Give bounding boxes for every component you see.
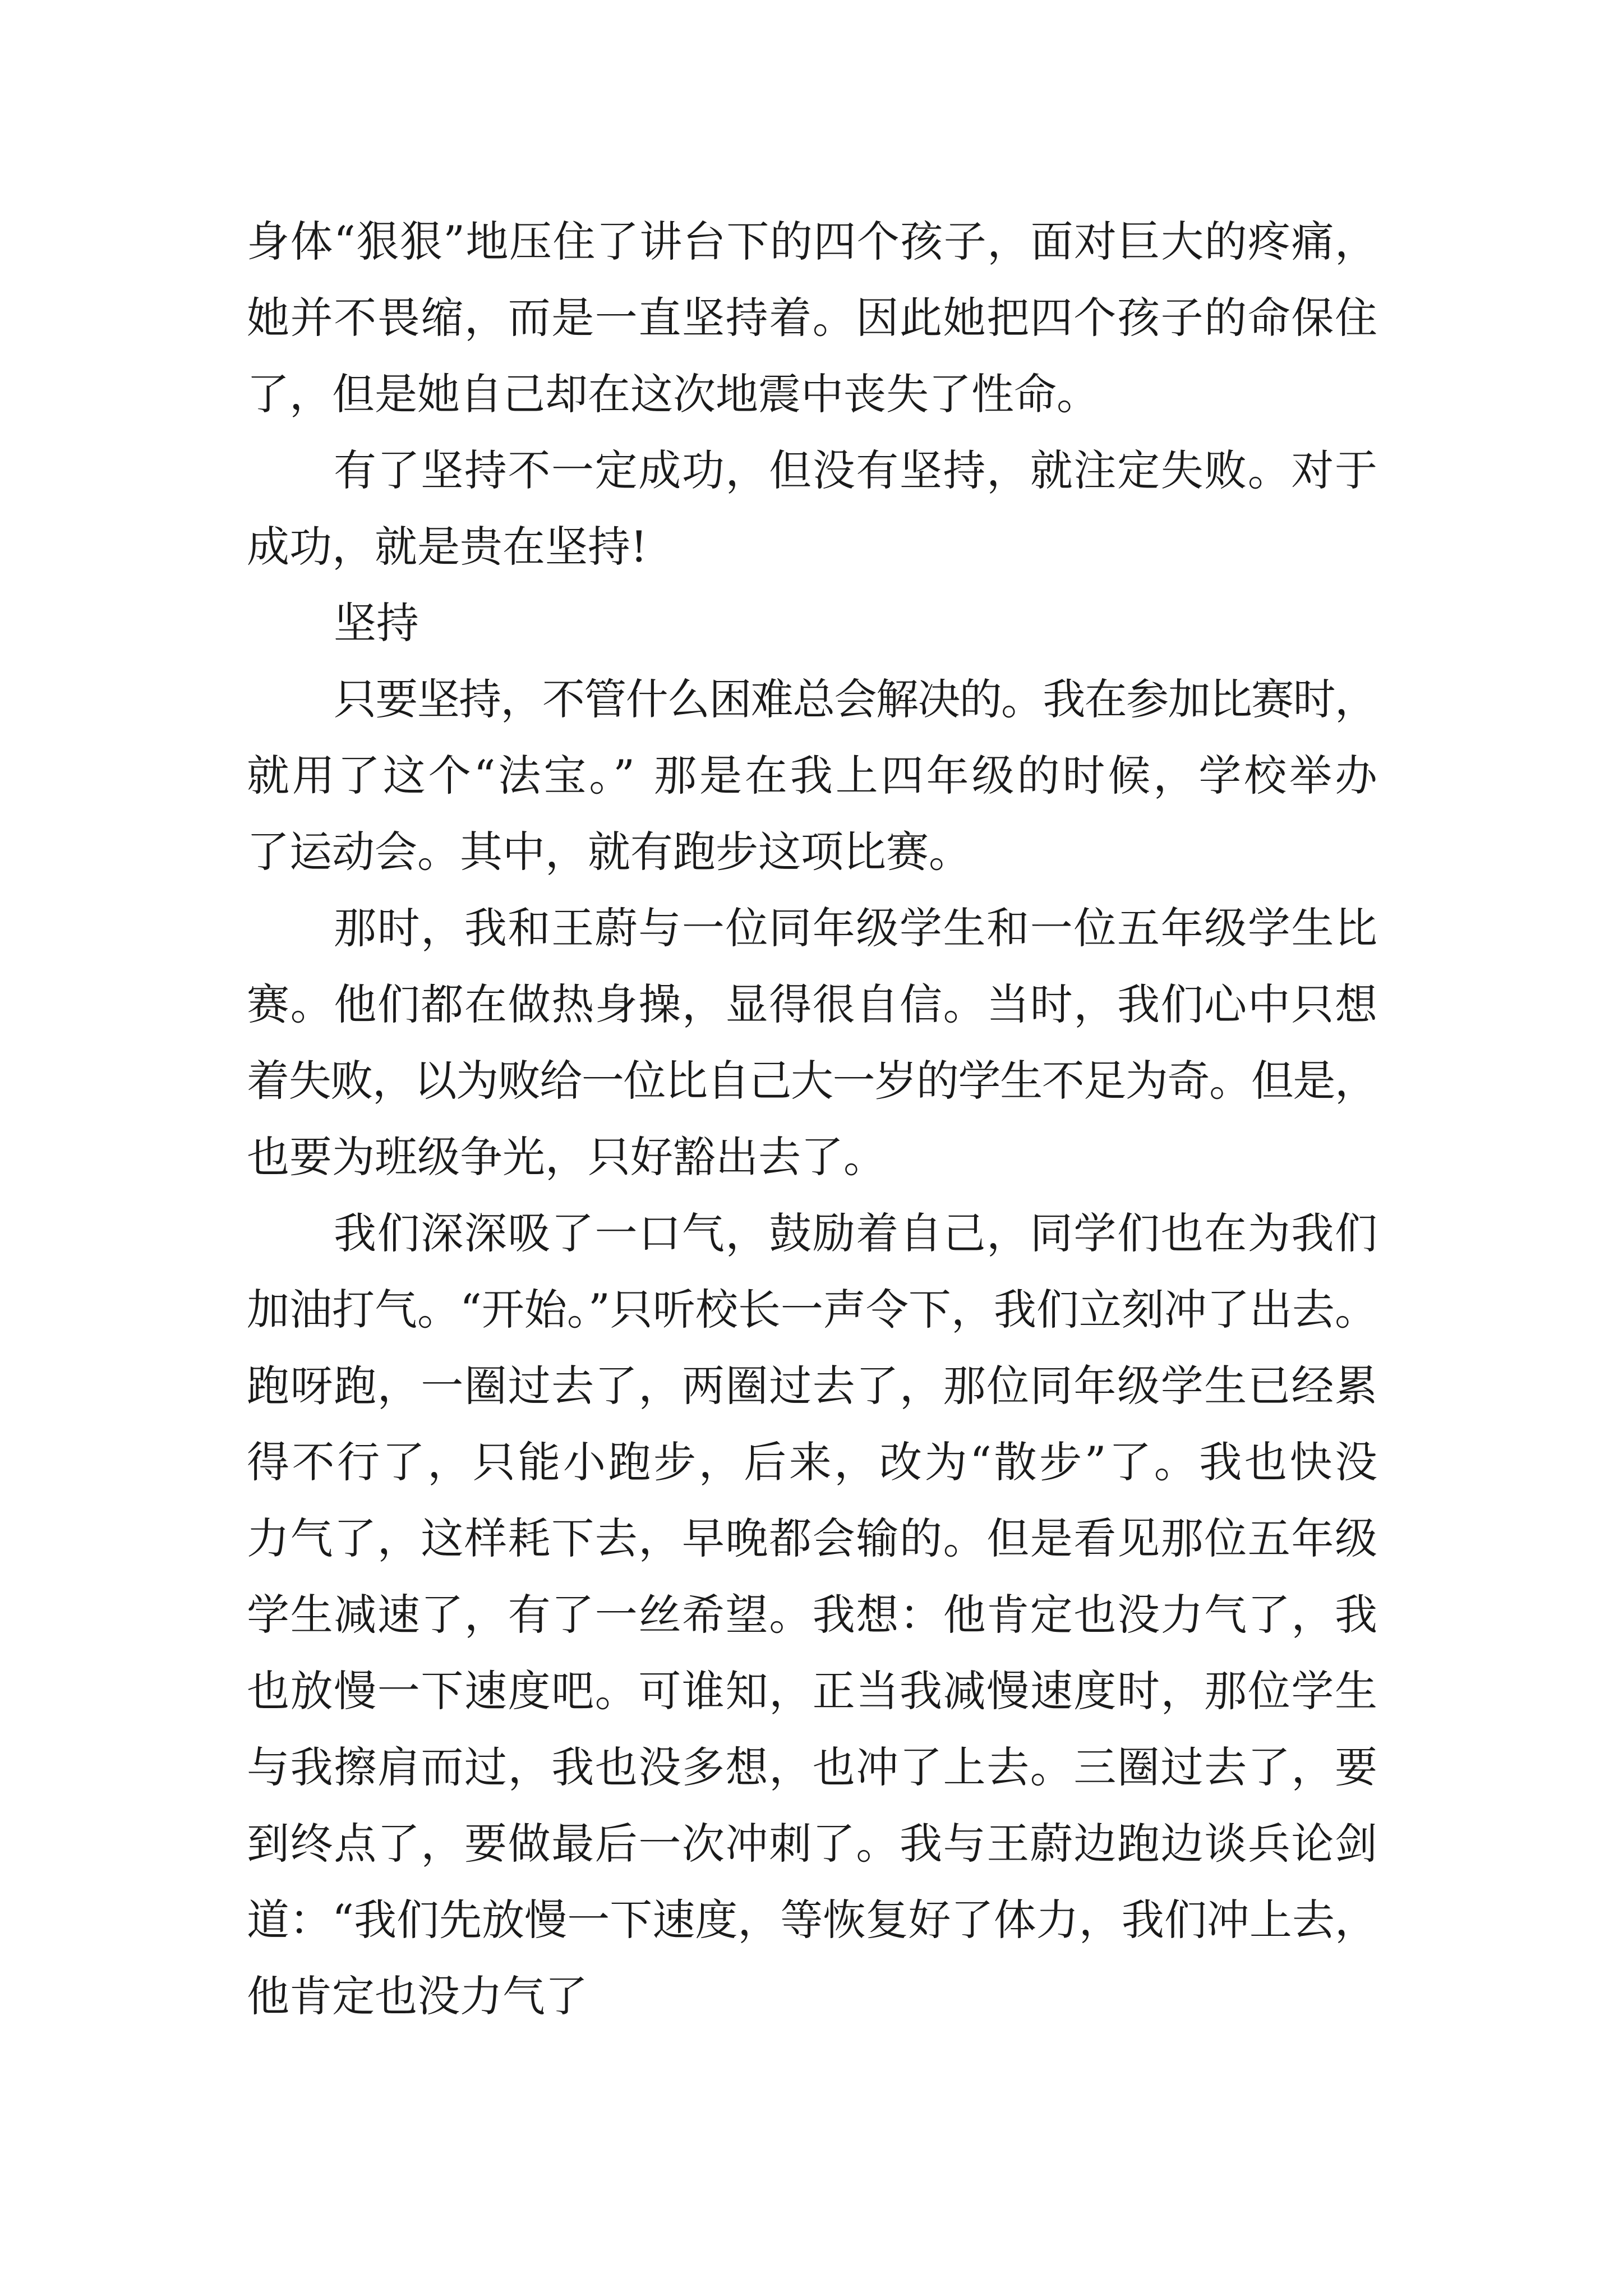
text-line: 也要为班级争光，只好豁出去了。 xyxy=(247,1132,886,1182)
text-line: 赛。他们都在做热身操，显得很自信。当时，我们心中只想 xyxy=(247,979,1378,1029)
text-line: 就用了这个“法宝。” 那是在我上四年级的时候，学校举办 xyxy=(247,751,1380,800)
text-line: 只要坚持，不管什么困难总会解决的。我在参加比赛时， xyxy=(334,674,1377,724)
text-line: 着失败，以为败给一位比自己大一岁的学生不足为奇。但是， xyxy=(247,1056,1377,1106)
text-line: 得不行了，只能小跑步，后来，改为“散步”了。我也快没 xyxy=(247,1437,1380,1487)
text-line: 到终点了，要做最后一次冲刺了。我与王蔚边跑边谈兵论剑 xyxy=(247,1819,1378,1869)
text-line: 她并不畏缩，而是一直坚持着。因此她把四个孩子的命保住 xyxy=(247,293,1378,343)
text-line: 道：“我们先放慢一下速度，等恢复好了体力，我们冲上去， xyxy=(247,1895,1378,1945)
text-line: 了运动会。其中，就有跑步这项比赛。 xyxy=(247,827,971,877)
text-line: 他肯定也没力气了 xyxy=(247,1971,588,2021)
text-line: 成功，就是贵在坚持! xyxy=(247,522,648,572)
text-line: 了，但是她自己却在这次地震中丧失了性命。 xyxy=(247,369,1099,419)
text-line: 那时，我和王蔚与一位同年级学生和一位五年级学生比 xyxy=(334,903,1378,953)
text-line: 学生减速了，有了一丝希望。我想：他肯定也没力气了，我 xyxy=(247,1590,1378,1640)
text-line: 也放慢一下速度吧。可谁知，正当我减慢速度时，那位学生 xyxy=(247,1666,1378,1716)
text-line: 力气了，这样耗下去，早晚都会输的。但是看见那位五年级 xyxy=(247,1513,1378,1563)
text-line: 加油打气。“开始。”只听校长一声令下，我们立刻冲了出去。 xyxy=(247,1285,1377,1335)
text-line: 我们深深吸了一口气，鼓励着自己，同学们也在为我们 xyxy=(334,1208,1378,1258)
text-line: 身体“狠狠”地压住了讲台下的四个孩子，面对巨大的疼痛， xyxy=(247,217,1378,266)
text-line: 与我擦肩而过，我也没多想，也冲了上去。三圈过去了，要 xyxy=(247,1742,1378,1792)
text-line: 跑呀跑，一圈过去了，两圈过去了，那位同年级学生已经累 xyxy=(247,1361,1378,1411)
section-heading: 坚持 xyxy=(334,598,419,648)
text-line: 有了坚持不一定成功，但没有坚持，就注定失败。对于 xyxy=(334,445,1378,495)
